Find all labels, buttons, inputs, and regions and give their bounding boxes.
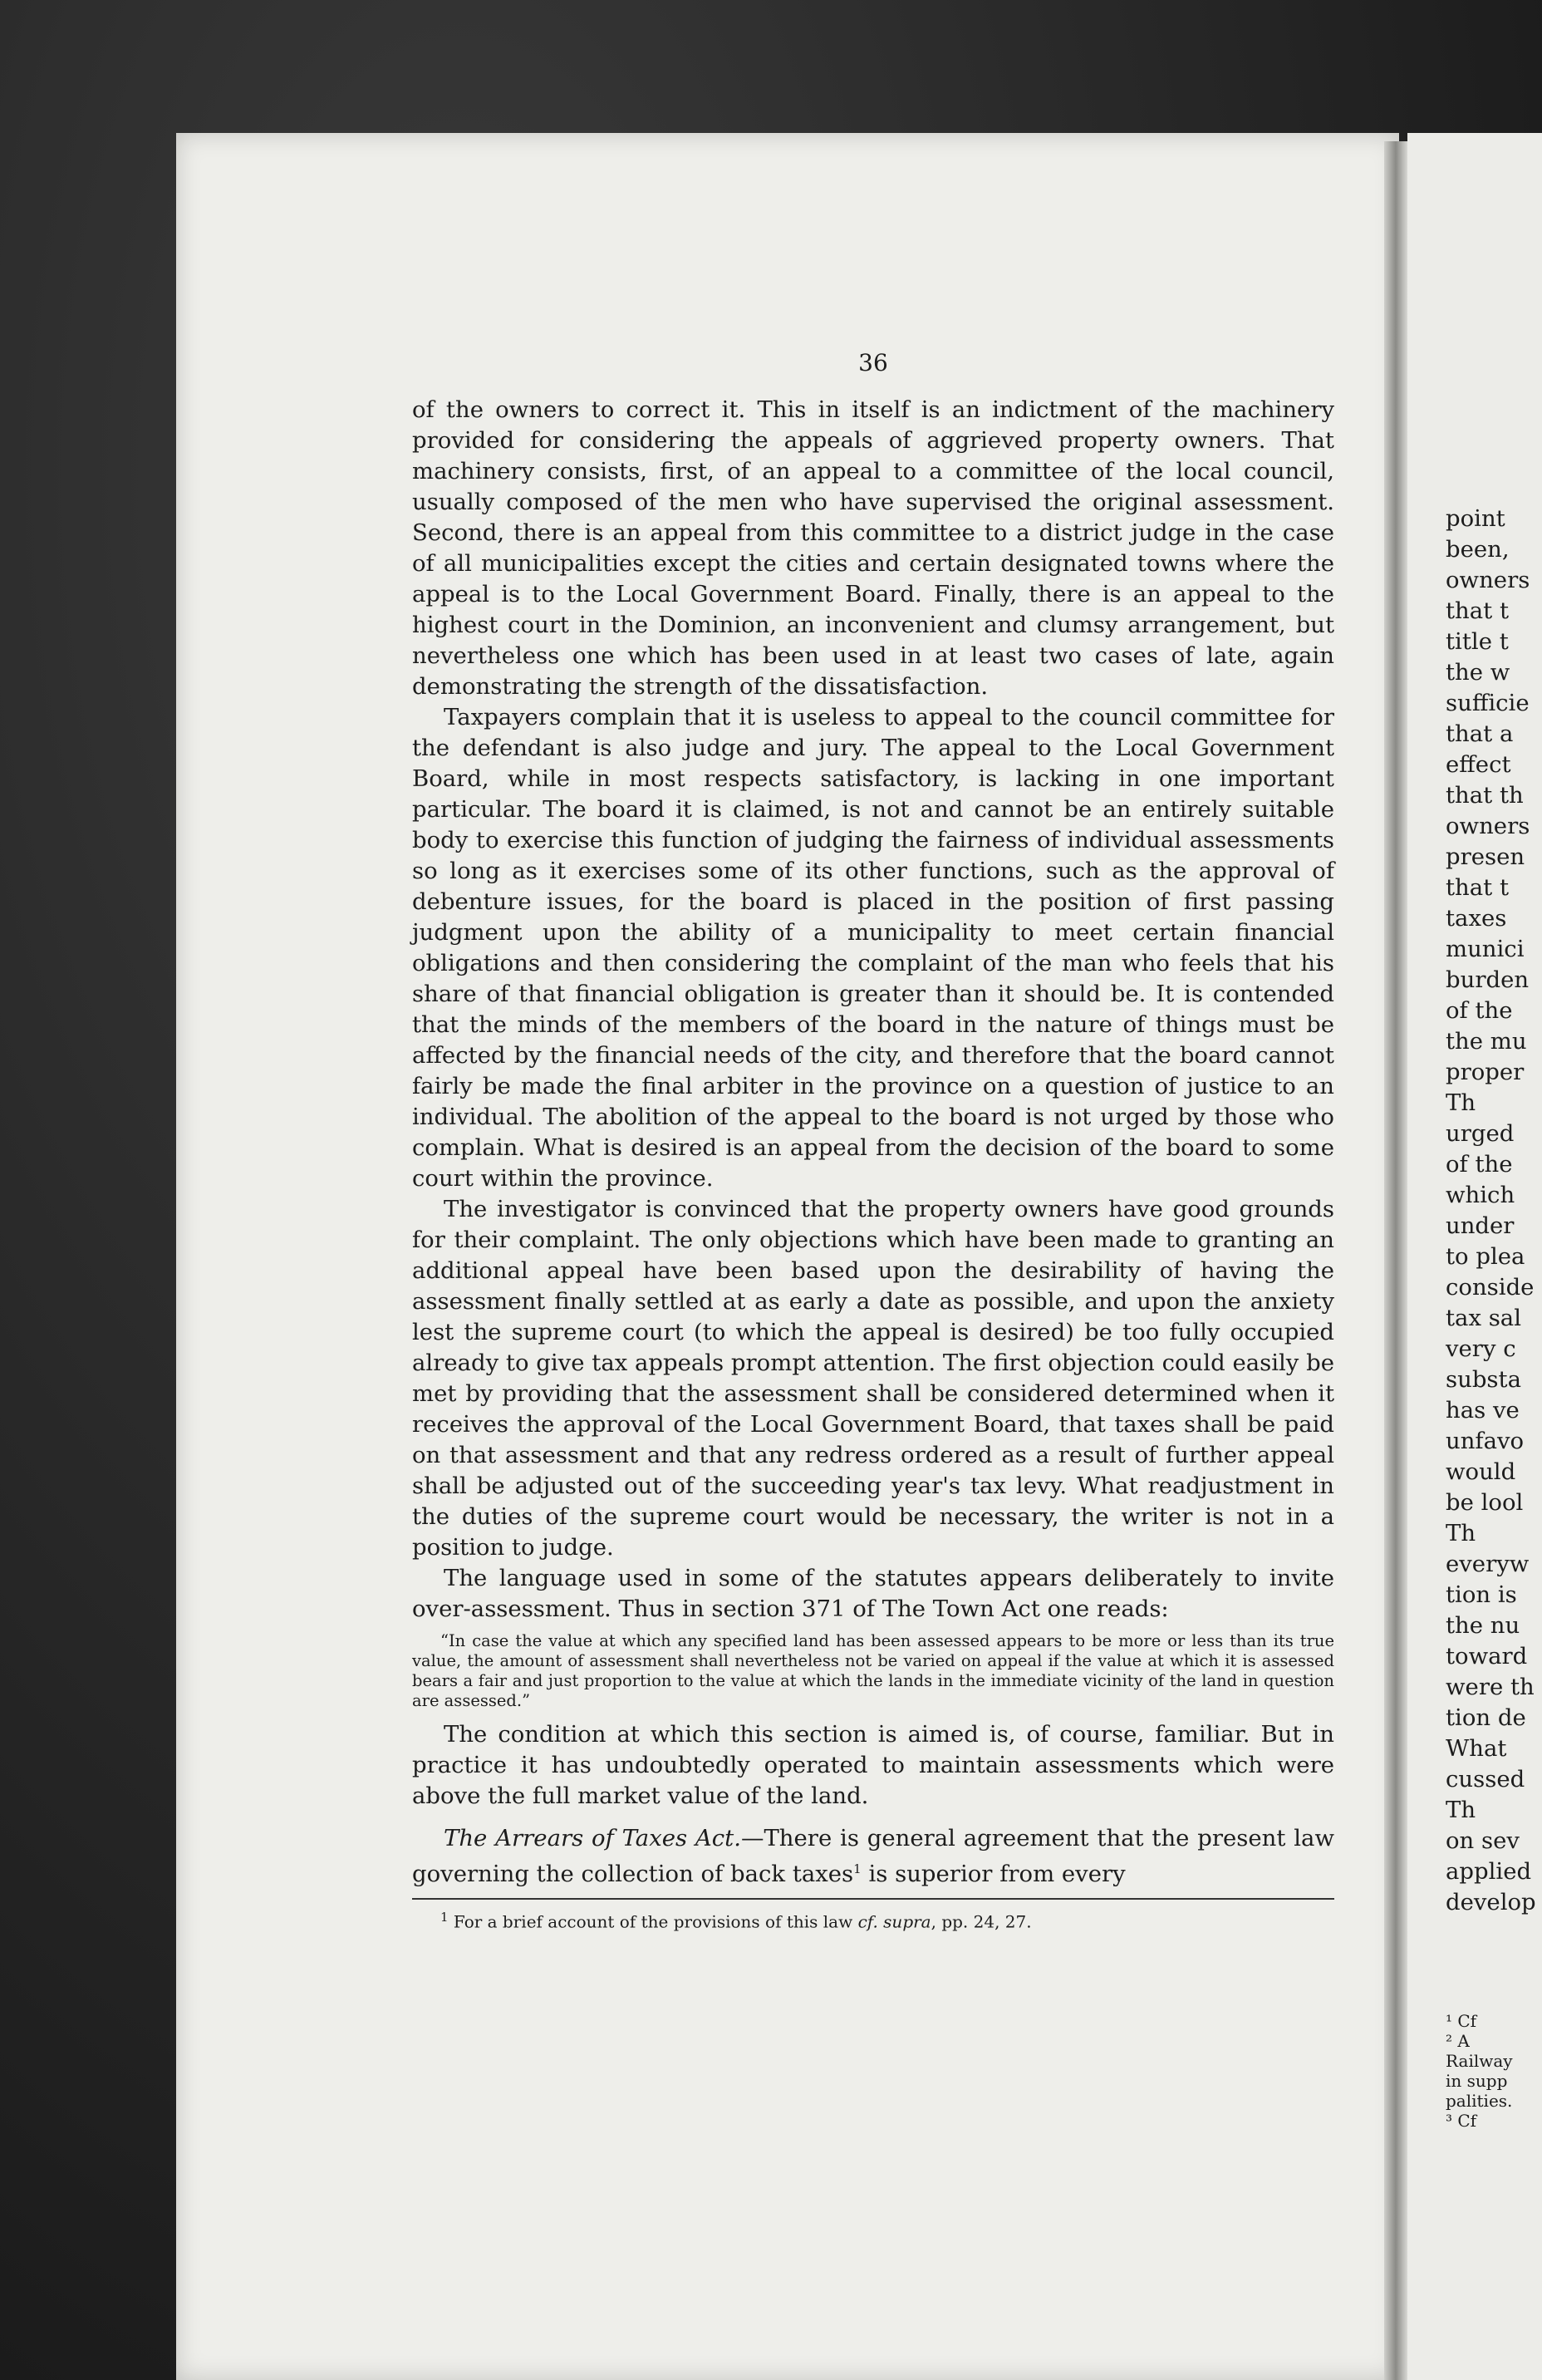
adjacent-line: Th (1446, 1520, 1476, 1547)
adjacent-line: would (1446, 1458, 1516, 1485)
paragraph: The language used in some of the statutes appears deliberately to invite over-assessment. Thus in section 371 of The Town Act one reads: (412, 1565, 1334, 1622)
adjacent-line: been, (1446, 536, 1510, 563)
adjacent-line: tion de (1446, 1704, 1526, 1731)
footnote (412, 1906, 1334, 1933)
footnote-rule (412, 1898, 1334, 1900)
paragraph: The condition at which this section is aimed is, of course, familiar. But in practice it has undoubtedly operated to maintain assessments which were above the full market value of the land. (412, 1721, 1334, 1809)
adjacent-page-lines (1446, 504, 1536, 1918)
adjacent-line: owners (1446, 567, 1530, 593)
adjacent-line: urged (1446, 1120, 1515, 1147)
adjacent-line: that t (1446, 874, 1510, 901)
adjacent-footnote: ³ Cf (1446, 2111, 1477, 2131)
footnote-mark: 1 (440, 1910, 449, 1925)
adjacent-line: munici (1446, 936, 1525, 962)
page-number: 36 (858, 349, 888, 376)
adjacent-line: to plea (1446, 1243, 1525, 1270)
adjacent-line: of the (1446, 997, 1513, 1024)
book-spine (1384, 141, 1407, 2380)
adjacent-line: toward (1446, 1643, 1528, 1669)
section-paragraph (412, 1823, 1334, 1890)
adjacent-line: applied (1446, 1858, 1532, 1885)
adjacent-line: What (1446, 1735, 1507, 1762)
section-title: The Arrears of Taxes Act. (444, 1825, 741, 1851)
adjacent-line: tax sal (1446, 1305, 1521, 1331)
adjacent-line: burden (1446, 966, 1530, 993)
section-text: —There is general agreement that the present law governing the collection of back taxes (412, 1825, 1334, 1888)
adjacent-line: that th (1446, 782, 1524, 809)
adjacent-line: point (1446, 505, 1505, 532)
adjacent-line: proper (1446, 1059, 1525, 1085)
footnote-ref: 1 (853, 1861, 862, 1876)
adjacent-line: has ve (1446, 1397, 1520, 1424)
section-text: is superior from every (861, 1861, 1126, 1888)
adjacent-line: that a (1446, 720, 1514, 747)
footnote-text: , pp. 24, 27. (931, 1911, 1032, 1932)
adjacent-footnote: ² A (1446, 2031, 1470, 2051)
adjacent-footnote: ¹ Cf (1446, 2011, 1477, 2031)
adjacent-line: of the (1446, 1151, 1513, 1178)
adjacent-footnote: in supp (1446, 2071, 1508, 2091)
adjacent-line: under (1446, 1212, 1515, 1239)
adjacent-line: effect (1446, 751, 1511, 778)
adjacent-line: which (1446, 1182, 1515, 1208)
adjacent-line: Th (1446, 1797, 1476, 1823)
adjacent-line: were th (1446, 1674, 1535, 1700)
adjacent-line: owners (1446, 813, 1530, 839)
adjacent-footnote: palities. (1446, 2091, 1513, 2111)
adjacent-line: title t (1446, 628, 1509, 655)
paragraph: The investigator is convinced that the property owners have good grounds for their complaint. The only objections which have been made to granting an additional appeal have been based upon the desirability of having the assessment finally settled at as early a date as possible, and upon the anxiety lest the supreme court (to which the appeal is desired) be too fully occupied already to give tax appeals prompt attention. The first objection could easily be met by providing that the assessment shall be considered determined when it receives the approval of the Local Government Board, that taxes shall be paid on that assessment and that any redress ordered as a result of further appeal shall be adjusted out of the succeeding year's tax levy. What readjustment in the duties of the supreme court would be necessary, the writer is not in a position to judge. (412, 1196, 1334, 1561)
adjacent-line: be lool (1446, 1489, 1524, 1516)
adjacent-line: sufficie (1446, 690, 1530, 716)
adjacent-line: on sev (1446, 1827, 1520, 1854)
footnote-text: For a brief account of the provisions of this law (448, 1911, 858, 1932)
adjacent-footnote: Railway (1446, 2051, 1513, 2071)
adjacent-page (1407, 133, 1542, 2380)
adjacent-line: tion is (1446, 1581, 1517, 1608)
adjacent-page-footnotes (1446, 2011, 1513, 2131)
adjacent-line: the nu (1446, 1612, 1520, 1639)
adjacent-line: conside (1446, 1274, 1535, 1301)
footnote-cf: cf. supra (857, 1911, 931, 1932)
adjacent-line: develop (1446, 1889, 1536, 1915)
adjacent-line: presen (1446, 843, 1525, 870)
adjacent-line: everyw (1446, 1551, 1530, 1577)
adjacent-line: the w (1446, 659, 1510, 686)
adjacent-line: Th (1446, 1089, 1476, 1116)
adjacent-line: very c (1446, 1335, 1516, 1362)
adjacent-line: that t (1446, 597, 1510, 624)
statute-quote: “In case the value at which any specified land has been assessed appears to be more or less than its true value, the amount of assessment shall nevertheless not be varied on appeal if the value at which it is assessed bears a fair and just proportion to the value at which the lands in the immediate vicinity of the land in question are assessed.” (412, 1631, 1334, 1710)
adjacent-line: substa (1446, 1366, 1521, 1393)
paragraph: of the owners to correct it. This in itself is an indictment of the machinery provided for considering the appeals of aggrieved property owners. That machinery consists, first, of an appeal to a committee of the local council, usually composed of the men who have supervised the original assessment. Second, there is an appeal from this committee to a district judge in the case of all municipalities except the cities and certain designated towns where the appeal is to the Local Government Board. Finally, there is an appeal to the highest court in the Dominion, an inconvenient and clumsy arrangement, but nevertheless one which has been used in at least two cases of late, again demonstrating the strength of the dissatisfaction. (412, 396, 1334, 700)
adjacent-line: cussed (1446, 1766, 1525, 1792)
paragraph: Taxpayers complain that it is useless to appeal to the council committee for the defendant is also judge and jury. The appeal to the Local Government Board, while in most respects satisfactory, is lacking in one important particular. The board it is claimed, is not and cannot be an entirely suitable body to exercise this function of judging the fairness of individual assessments so long as it exercises some of its other functions, such as the approval of debenture issues, for the board is placed in the position of first passing judgment upon the ability of a municipality to meet certain financial obligations and then considering the complaint of the man who feels that his share of that financial obligation is greater than it should be. It is contended that the minds of the members of the board in the nature of things must be affected by the financial needs of the city, and therefore that the board cannot fairly be made the final arbiter in the province on a question of justice to an individual. The abolition of the appeal to the board is not urged by those who complain. What is desired is an appeal from the decision of the board to some court within the province. (412, 704, 1334, 1192)
adjacent-line: taxes (1446, 905, 1507, 932)
adjacent-line: unfavo (1446, 1428, 1525, 1454)
main-text-column (412, 349, 1334, 1933)
adjacent-line: the mu (1446, 1028, 1527, 1055)
